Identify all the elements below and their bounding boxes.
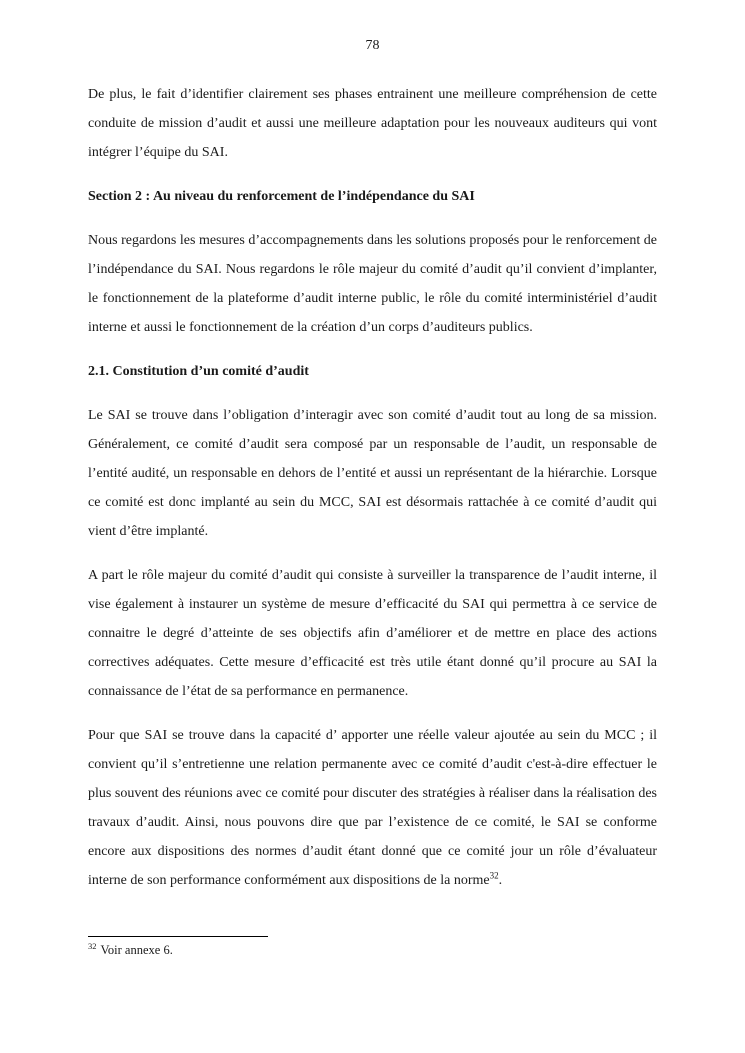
paragraph: De plus, le fait d’identifier clairement ses phases entrainent une meilleure compréhension de cette conduite de mission d’audit et aussi une meilleure adaptation pour les nouveaux auditeurs qui vont intégrer l’équipe du SAI.: [88, 87, 657, 160]
paragraph-text: .: [498, 873, 503, 888]
paragraph: [88, 721, 657, 895]
paragraph-text: Pour que SAI se trouve dans la capacité d’ apporter une réelle valeur ajoutée au sein du MCC ; il convient qu’il s’entretienne une relation permanente avec ce comité d’audit c'est-à-dire effectuer le plus souvent des réunions avec ce comité pour discuter des stratégies à réaliser dans la réalisation des travaux d’audit. Ainsi, nous pouvons dire que par l’existence de ce comité, le SAI se conforme encore aux dispositions des normes d’audit étant donné que ce comité jour un rôle d’évaluateur interne de son performance conformément aux dispositions de la norme: [88, 728, 657, 888]
subsection-heading: 2.1. Constitution d’un comité d’audit: [88, 364, 309, 379]
page-number: 78: [365, 38, 380, 53]
footnote-marker: 32: [88, 940, 97, 951]
footnote-reference: 32: [489, 870, 499, 881]
paragraph: Nous regardons les mesures d’accompagnements dans les solutions proposés pour le renforcement de l’indépendance du SAI. Nous regardons le rôle majeur du comité d’audit qu’il convient d’implanter, le fonctionnement de la plateforme d’audit interne public, le rôle du comité interministériel d’audit interne et aussi le fonctionnement de la création d’un corps d’auditeurs publics.: [88, 233, 657, 335]
footnote: [88, 936, 657, 959]
footnote-body: Voir annexe 6.: [100, 943, 173, 957]
section-heading: Section 2 : Au niveau du renforcement de l’indépendance du SAI: [88, 189, 475, 204]
page-content: [88, 80, 657, 895]
footnote-text: [88, 942, 657, 959]
footnote-separator: [88, 936, 268, 937]
paragraph: A part le rôle majeur du comité d’audit qui consiste à surveiller la transparence de l’audit interne, il vise également à instaurer un système de mesure d’efficacité du SAI qui permettra à ce service de connaitre le degré d’atteinte de ses objectifs afin d’améliorer et de mettre en place des actions correctives adéquates. Cette mesure d’efficacité est très utile étant donné qu’il procure au SAI la connaissance de l’état de sa performance en permanence.: [88, 568, 657, 699]
paragraph: Le SAI se trouve dans l’obligation d’interagir avec son comité d’audit tout au long de sa mission. Généralement, ce comité d’audit sera composé par un responsable de l’audit, un responsable de l’entité audité, un responsable en dehors de l’entité et aussi un représentant de la hiérarchie. Lorsque ce comité est donc implanté au sein du MCC, SAI est désormais rattachée à ce comité d’audit qui vient d’être implanté.: [88, 408, 657, 539]
